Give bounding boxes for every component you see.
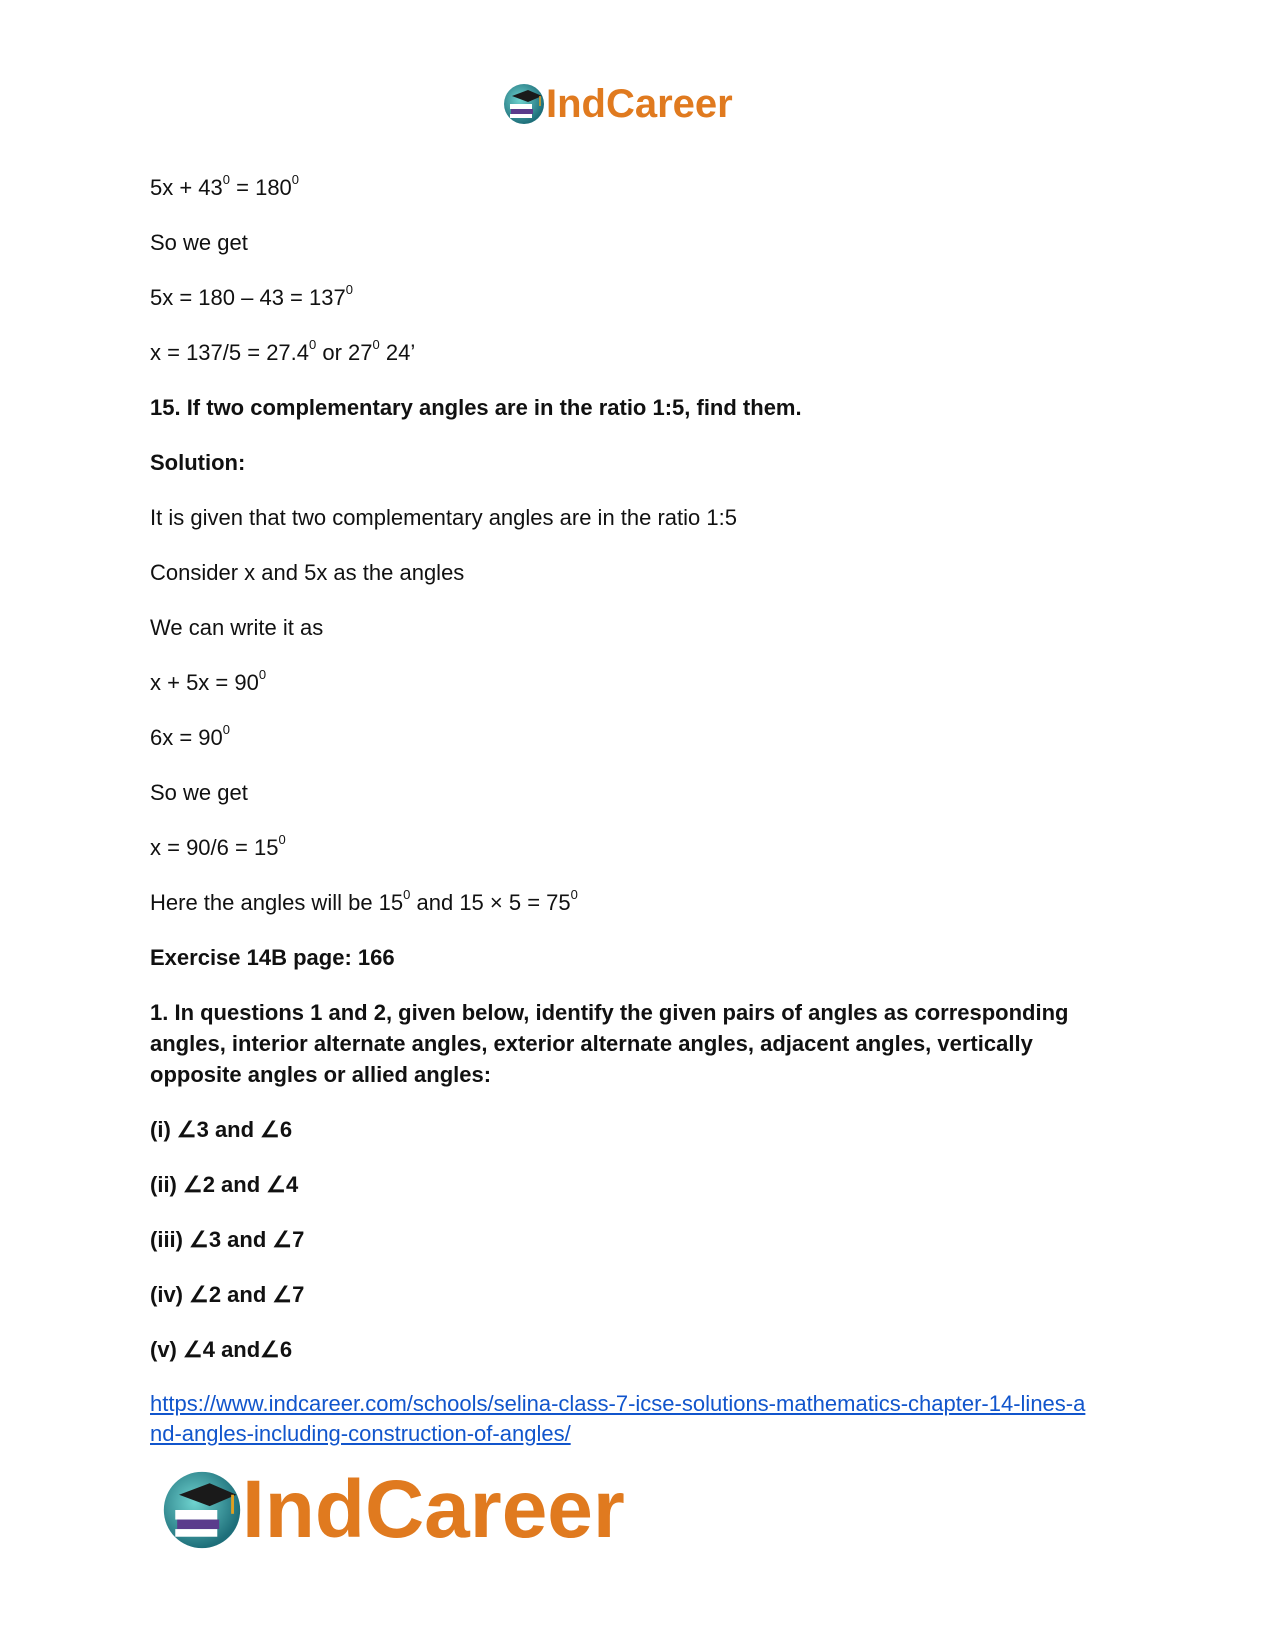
answer-line: Here the angles will be $15^0$ and $15 \times 5 = 75^0$ [150, 886, 578, 915]
text-line: Consider x and 5x as the angles [150, 560, 465, 585]
graduation-globe-icon [160, 1468, 244, 1552]
exercise-heading: Exercise 14B page: 166 [150, 945, 395, 970]
equation-line: $x = 137/5 = 27.4^0$ or $27^0$ 24’ [150, 336, 416, 365]
list-item: (iii) ∠3 and ∠7 [150, 1227, 305, 1252]
equation-line: $x = 90/6 = 15^0$ [150, 831, 286, 860]
header-logo-text: IndCareer [546, 82, 733, 126]
equation-line: $5x + 43^0 = 180^0$ [150, 171, 300, 200]
document-content [150, 172, 1130, 1449]
question-heading: 15. If two complementary angles are in the ratio 1:5, find them. [150, 395, 802, 420]
list-item: (iv) ∠2 and ∠7 [150, 1282, 305, 1307]
equation-line: $x + 5x = 90^0$ [150, 666, 267, 695]
footer-logo-text: IndCareer [242, 1464, 625, 1555]
footer-logo [160, 1464, 625, 1555]
list-item: (i) ∠3 and ∠6 [150, 1117, 293, 1142]
list-item: (v) ∠4 and∠6 [150, 1337, 293, 1362]
list-item: (ii) ∠2 and ∠4 [150, 1172, 299, 1197]
text-line: We can write it as [150, 615, 324, 640]
equation-line: $6x = 90^0$ [150, 721, 231, 750]
equation-line: $5x = 180 - 43 = 137^0$ [150, 281, 353, 310]
source-link[interactable]: https://www.indcareer.com/schools/selina-class-7-icse-solutions-mathematics-chapter-14-lines-a nd-angles-including-construction-of-angles/ [150, 1391, 1086, 1446]
solution-label: Solution: [150, 450, 246, 475]
text-line: So we get [150, 230, 248, 255]
graduation-globe-icon [502, 82, 546, 126]
text-line: So we get [150, 780, 248, 805]
header-logo [502, 80, 733, 128]
text-line: It is given that two complementary angles are in the ratio 1:5 [150, 505, 737, 530]
question-heading: 1. In questions 1 and 2, given below, identify the given pairs of angles as corresponding angles, interior alternate angles, exterior alternate angles, adjacent angles, vertically opposite angles or allied angles: [150, 1000, 1069, 1087]
